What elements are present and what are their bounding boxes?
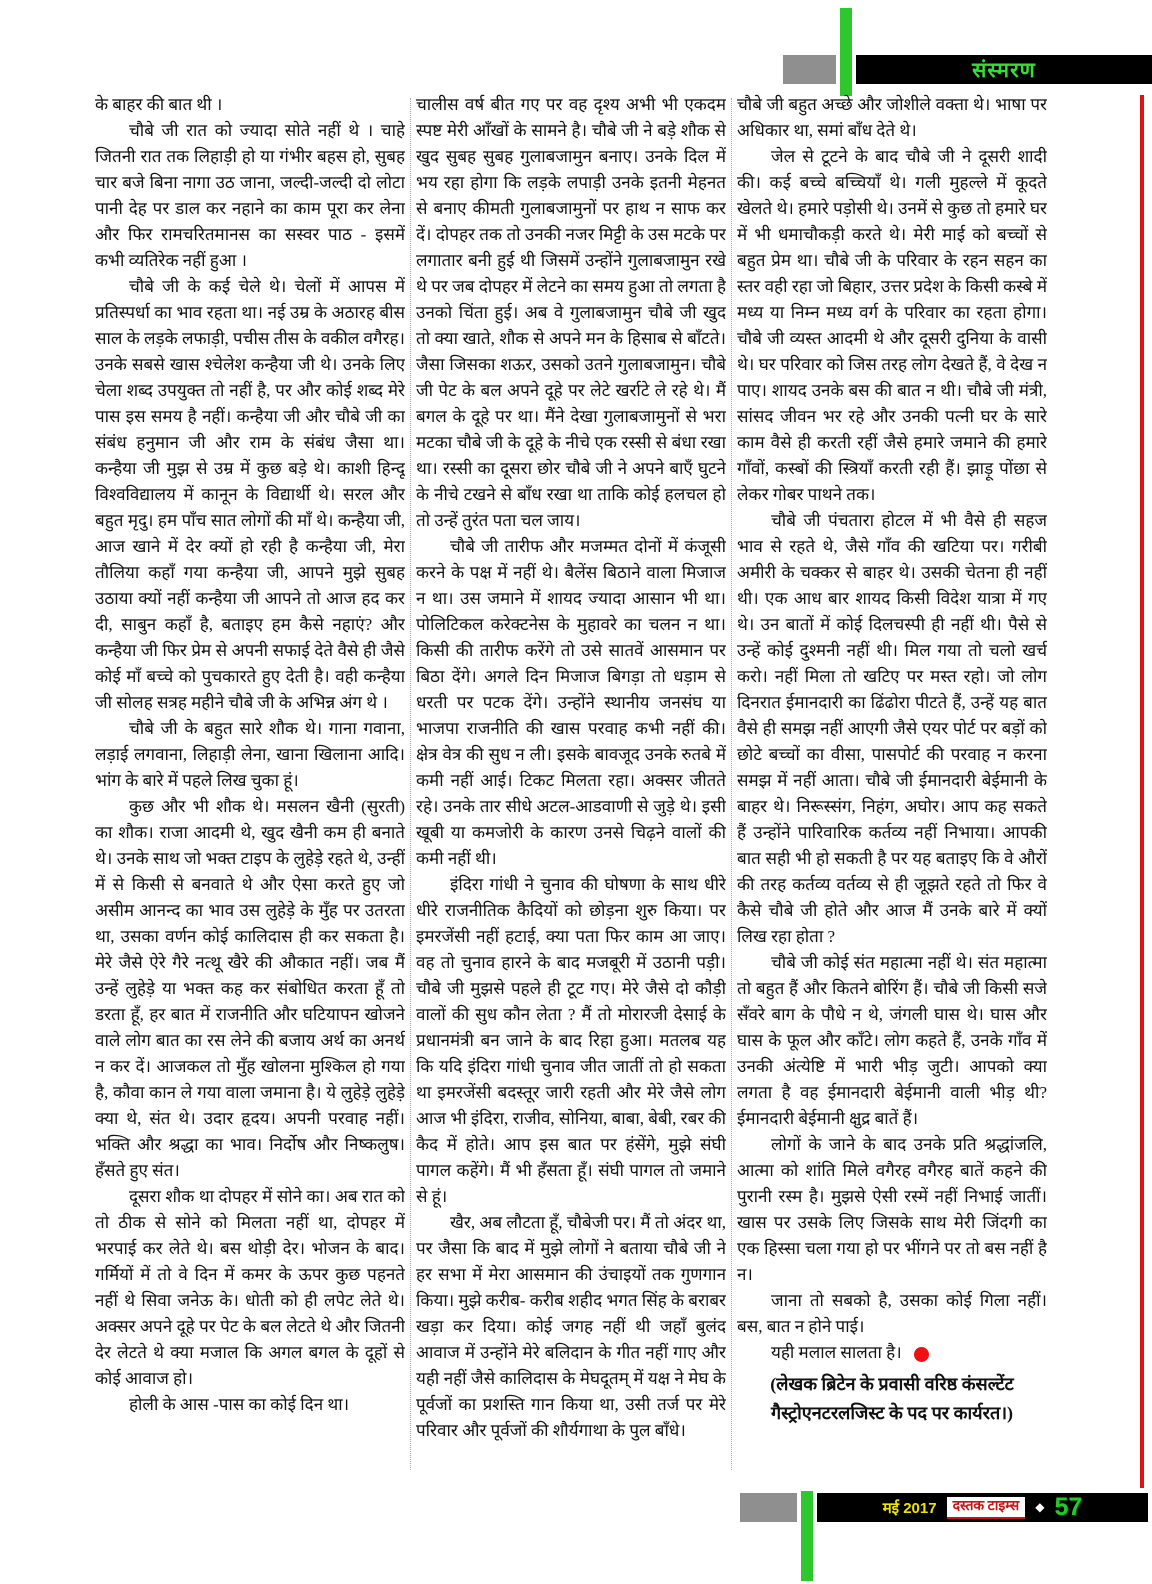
paragraph: खैर, अब लौटता हूँ, चौबेजी पर। मैं तो अंदर था, पर जैसा कि बाद में मुझे लोगों ने बताया चौबे जी ने हर सभा में मेरा आसमान की उंचाइयों तक गुणगान किया। मुझे करीब- करीब शहीद भगत सिंह के बराबर खड़ा कर दिया। कोई जगह नहीं थी जहाँ बुलंद आवाज में उन्होंने मेरे बलिदान के गीत नहीं गाए और यही नहीं जैसे कालिदास के मेघदूतम् में यक्ष ने मेघ के पूर्वजों का प्रशस्ति गान किया था, उसी तर्ज पर मेरे परिवार और पूर्वजों की शौर्यगाथा के पुल बाँधे। [416, 1213, 726, 1440]
paragraph: कुछ और भी शौक थे। मसलन खैनी (सुरती) का शौक। राजा आदमी थे, खुद खैनी कम ही बनाते थे। उनके साथ जो भक्त टाइप के लुहेड़े रहते थे, उन्हीं में से किसी से बनवाते थे और ऐसा करते हुए जो असीम आनन्द का भाव उस लुहेड़े के मुँह पर उतरता था, उसका वर्णन कोई कालिदास ही कर सकता है। मेरे जैसे ऐरे गैरे नत्थू खैरे की औकात नहीं। जब मैं उन्हें लुहेड़े या भक्त कह कर संबोधित करता हूँ तो डरता हूँ, हर बात में राजनीति और घटियापन खोजने वाले लोग बात का रस लेने की बजाय अर्थ का अनर्थ न कर दें। आजकल तो मुँह खोलना मुश्किल हो गया है, कौवा कान ले गया वाला जमाना है। ये लुहेड़े लुहेड़े क्या थे, संत थे। उदार हृदय। अपनी परवाह नहीं। भक्ति और श्रद्धा का भाव। निर्दोष और निष्कलुष। हँसते हुए संत। [95, 797, 405, 1180]
section-title: संस्मरण [972, 57, 1036, 82]
footer-green-bar [801, 1491, 813, 1581]
paragraph: चौबे जी तारीफ और मजम्मत दोनों में कंजूसी करने के पक्ष में नहीं थे। बैलेंस बिठाने वाला मिजाज न था। उस जमाने में शायद ज्यादा आसान भी था। पोलिटिकल करेक्टनेस के मुहावरे का चलन न था। किसी की तारीफ करेंगे तो उसे सातवें आसमान पर बिठा देंगे। अगले दिन मिजाज बिगड़ा तो धड़ाम से धरती पर पटक देंगे। उन्होंने स्थानीय जनसंघ या भाजपा राजनीति की खास परवाह कभी नहीं की। क्षेत्र वेत्र की सुध न ली। इसके बावजूद उनके रुतबे में कमी नहीं आई। टिकट मिलता रहा। अक्सर जीतते रहे। उनके तार सीधे अटल-आडवाणी से जुड़े थे। इसी खूबी या कमजोरी के कारण उनसे चिढ़ने वालों की कमी नहीं थी। [416, 537, 726, 868]
closing-text: यही मलाल सालता है। [771, 1343, 902, 1362]
paragraph: जाना तो सबको है, उसका कोई गिला नहीं। बस, बात न होने पाई। [737, 1291, 1047, 1336]
article-column-2 [416, 92, 726, 1484]
header-green-bar [840, 8, 852, 96]
magazine-logo: दस्तक टाइम्स [947, 1497, 1026, 1519]
article-column-3 [737, 92, 1047, 1484]
paragraph: चौबे जी के कई चेले थे। चेलों में आपस में प्रतिस्पर्धा का भाव रहता था। नई उम्र के अठारह बीस साल के लड़के लफाड़ी, पचीस तीस के वकील वगैरह। उनके सबसे खास श्चेलेश कन्हैया जी थे। उनके लिए चेला शब्द उपयुक्त तो नहीं है, पर और कोई शब्द मेरे पास इस समय है नहीं। कन्हैया जी और चौबे जी का संबंध हनुमान जी और राम के संबंध जैसा था। कन्हैया जी मुझ से उम्र में कुछ बड़े थे। काशी हिन्दू विश्वविद्यालय में कानून के विद्यार्थी थे। सरल और बहुत मृदु। हम पाँच सात लोगों की माँ थे। कन्हैया जी, आज खाने में देर क्यों हो रही है कन्हैया जी, मेरा तौलिया कहाँ गया कन्हैया जी, आपने मुझे सुबह उठाया क्यों नहीं कन्हैया जी आपने तो आज हद कर दी, साबुन कहाँ है, बताइए हम कैसे नहाएं? और कन्हैया जी फिर प्रेम से अपनी सफाई देते वैसे ही जैसे कोई माँ बच्चे को पुचकारते हुए देती है। वही कन्हैया जी सोलह सत्रह महीने चौबे जी के अभिन्न अंग थे । [95, 277, 405, 712]
paragraph: चौबे जी रात को ज्यादा सोते नहीं थे । चाहे जितनी रात तक लिहाड़ी हो या गंभीर बहस हो, सुबह चार बजे बिना नागा उठ जाना, जल्दी-जल्दी दो लोटा पानी देह पर डाल कर नहाने का काम पूरा कर लेना और फिर रामचरितमानस का सस्वर पाठ - इसमें कभी व्यतिरेक नहीं हुआ । [95, 121, 405, 270]
page-edge-red-line [1140, 95, 1144, 1488]
author-note: (लेखक ब्रिटेन के प्रवासी वरिष्ठ कंसल्टेंट गैस्ट्रोएनटरलजिस्ट के पद पर कार्यरत।) [770, 1374, 1014, 1423]
paragraph: चौबे जी कोई संत महात्मा नहीं थे। संत महात्मा तो बहुत हैं और कितने बोरिंग हैं। चौबे जी किसी सजे सँवरे बाग के पौधे न थे, जंगली घास थे। घास और घास के फूल और काँटे। लोग कहते हैं, उनके गाँव में उनकी अंत्येष्टि में भारी भीड़ जुटी। आपको क्या लगता है वह ईमानदारी बेईमानी वाली भीड़ थी? ईमानदारी बेईमानी क्षुद्र बातें हैं। [737, 953, 1047, 1128]
issue-date: मई 2017 [882, 1499, 937, 1517]
paragraph: दूसरा शौक था दोपहर में सोने का। अब रात को तो ठीक से सोने को मिलता नहीं था, दोपहर में भरपाई कर लेते थे। बस थोड़ी देर। भोजन के बाद। गर्मियों में तो वे दिन में कमर के ऊपर कुछ पहनते नहीं थे सिवा जनेऊ के। धोती को ही लपेट लेते थे। अक्सर अपने दूहे पर पेट के बल लेटते थे और जितनी देर लेटते थे क्या मजाल कि अगल बगल के दूहों से कोई आवाज हो। [95, 1187, 405, 1388]
page-number: 57 [1054, 1493, 1083, 1521]
end-mark-dot-icon [914, 1347, 929, 1362]
paragraph: चौबे जी पंचतारा होटल में भी वैसे ही सहज भाव से रहते थे, जैसे गाँव की खटिया पर। गरीबी अमीरी के चक्कर से बाहर थे। उसकी चेतना ही नहीं थी। एक आध बार शायद किसी विदेश यात्रा में गए थे। उन बातों में कोई दिलचस्पी ही नहीं थी। पैसे से उन्हें कोई दुश्मनी नहीं थी। मिल गया तो चलो खर्च करो। नहीं मिला तो खटिए पर मस्त रहो। जो लोग दिनरात ईमानदारी का ढिंढोरा पीटते हैं, उन्हें यह बात वैसे ही समझ नहीं आएगी जैसे एयर पोर्ट पर बड़ों को छोटे बच्चों का वीसा, पासपोर्ट की परवाह न करना समझ में नहीं आता। चौबे जी ईमानदारी बेईमानी के बाहर थे। निरूस्संग, निहंग, अघोर। आप कह सकते हैं उन्होंने पारिवारिक कर्तव्य नहीं निभाया। आपकी बात सही भी हो सकती है पर यह बताइए कि वे औरों की तरह कर्तव्य वर्तव्य से ही जूझते रहते तो फिर वे कैसे चौबे जी होते और आज मैं उनके बारे में क्यों लिख रहा होता ? [737, 511, 1047, 946]
closing-line [737, 1340, 1047, 1366]
paragraph: लोगों के जाने के बाद उनके प्रति श्रद्धांजलि, आत्मा को शांति मिले वगैरह वगैरह बातें कहने की पुरानी रस्म है। मुझसे ऐसी रस्में नहीं निभाई जातीं। खास पर उसके लिए जिसके साथ मेरी जिंदगी का एक हिस्सा चला गया हो पर भींगने पर तो बस नहीं है न। [737, 1135, 1047, 1284]
article-body [95, 92, 1047, 1484]
paragraph: होली के आस -पास का कोई दिन था। [129, 1395, 350, 1414]
footer-gray-box [740, 1493, 797, 1522]
paragraph: इंदिरा गांधी ने चुनाव की घोषणा के साथ धीरे धीरे राजनीतिक कैदियों को छोड़ना शुरु किया। पर इमरजेंसी नहीं हटाई, क्या पता फिर काम आ जाए। वह तो चुनाव हारने के बाद मजबूरी में उठानी पड़ी। चौबे जी मुझसे पहले ही टूट गए। मेरे जैसे दो कौड़ी वालों की सुध कौन लेता ? मैं तो मोरारजी देसाई के प्रधानमंत्री बन जाने के बाद रिहा हुआ। मतलब यह कि यदि इंदिरा गांधी चुनाव जीत जातीं तो हो सकता था इमरजेंसी बदस्तूर जारी रहती और मेरे जैसे लोग आज भी इंदिरा, राजीव, सोनिया, बाबा, बेबी, रबर की कैद में होते। आप इस बात पर हंसेंगे, मुझे संघी पागल कहेंगे। मैं भी हँसता हूँ। संघी पागल तो जमाने से हूं। [416, 875, 726, 1206]
paragraph: के बाहर की बात थी । [95, 95, 223, 114]
footer-bar [817, 1493, 1148, 1522]
header-gray-box [783, 55, 836, 84]
paragraph: चौबे जी के बहुत सारे शौक थे। गाना गवाना, लड़ाई लगवाना, लिहाड़ी लेना, खाना खिलाना आदि। भांग के बारे में पहले लिख चुका हूं। [95, 719, 405, 790]
diamond-separator-icon: ◆ [1035, 1500, 1045, 1514]
paragraph: चालीस वर्ष बीत गए पर वह दृश्य अभी भी एकदम स्पष्ट मेरी आँखों के सामने है। चौबे जी ने बड़े शौक से खुद सुबह सुबह गुलाबजामुन बनाए। उनके दिल में भय रहा होगा कि लड़के लपाड़ी उनके इतनी मेहनत से बनाए कीमती गुलाबजामुनों पर हाथ न साफ कर दें। दोपहर तक तो उनकी नजर मिट्टी के उस मटके पर लगातार बनी हुई थी जिसमें उन्होंने गुलाबजामुन रखे थे पर जब दोपहर में लेटने का समय हुआ तो लगता है उनको चिंता हुई। अब वे गुलाबजामुन चौबे जी खुद तो क्या खाते, शौक से अपने मन के हिसाब से बाँटते। जैसा जिसका शऊर, उसको उतने गुलाबजामुन। चौबे जी पेट के बल अपने दूहे पर लेटे खर्राटे ले रहे थे। मैं बगल के दूहे पर था। मैंने देखा गुलाबजामुनों से भरा मटका चौबे जी के दूहे के नीचे एक रस्सी से बंधा रखा था। रस्सी का दूसरा छोर चौबे जी ने अपने बाएँ घुटने के नीचे टखने से बाँध रखा था ताकि कोई हलचल हो तो उन्हें तुरंत पता चल जाय। [416, 95, 726, 530]
paragraph: जेल से टूटने के बाद चौबे जी ने दूसरी शादी की। कई बच्चे बच्चियाँ थे। गली मुहल्ले में कूदते खेलते थे। हमारे पड़ोसी थे। उनमें से कुछ तो हमारे घर में भी धमाचौकड़ी करते थे। मेरी माई को बच्चों से बहुत प्रेम था। चौबे जी के परिवार के रहन सहन का स्तर वही रहा जो बिहार, उत्तर प्रदेश के किसी कस्बे में मध्य या निम्न मध्य वर्ग के परिवार का रहता होगा। चौबे जी व्यस्त आदमी थे और दूसरी दुनिया के वासी थे। घर परिवार को जिस तरह लोग देखते हैं, वे देख न पाए। शायद उनके बस की बात न थी। चौबे जी मंत्री, सांसद जीवन भर रहे और उनकी पत्नी घर के सारे काम वैसे ही करती रहीं जैसे हमारे जमाने की हमारे गाँवों, कस्बों की स्त्रियाँ करती रही हैं। झाड़ू पोंछा से लेकर गोबर पाथने तक। [737, 147, 1047, 504]
article-column-1 [95, 92, 405, 1484]
paragraph: चौबे जी बहुत अच्छे और जोशीले वक्ता थे। भाषा पर अधिकार था, समां बाँध देते थे। [737, 95, 1047, 140]
section-header-bar [856, 55, 1152, 84]
